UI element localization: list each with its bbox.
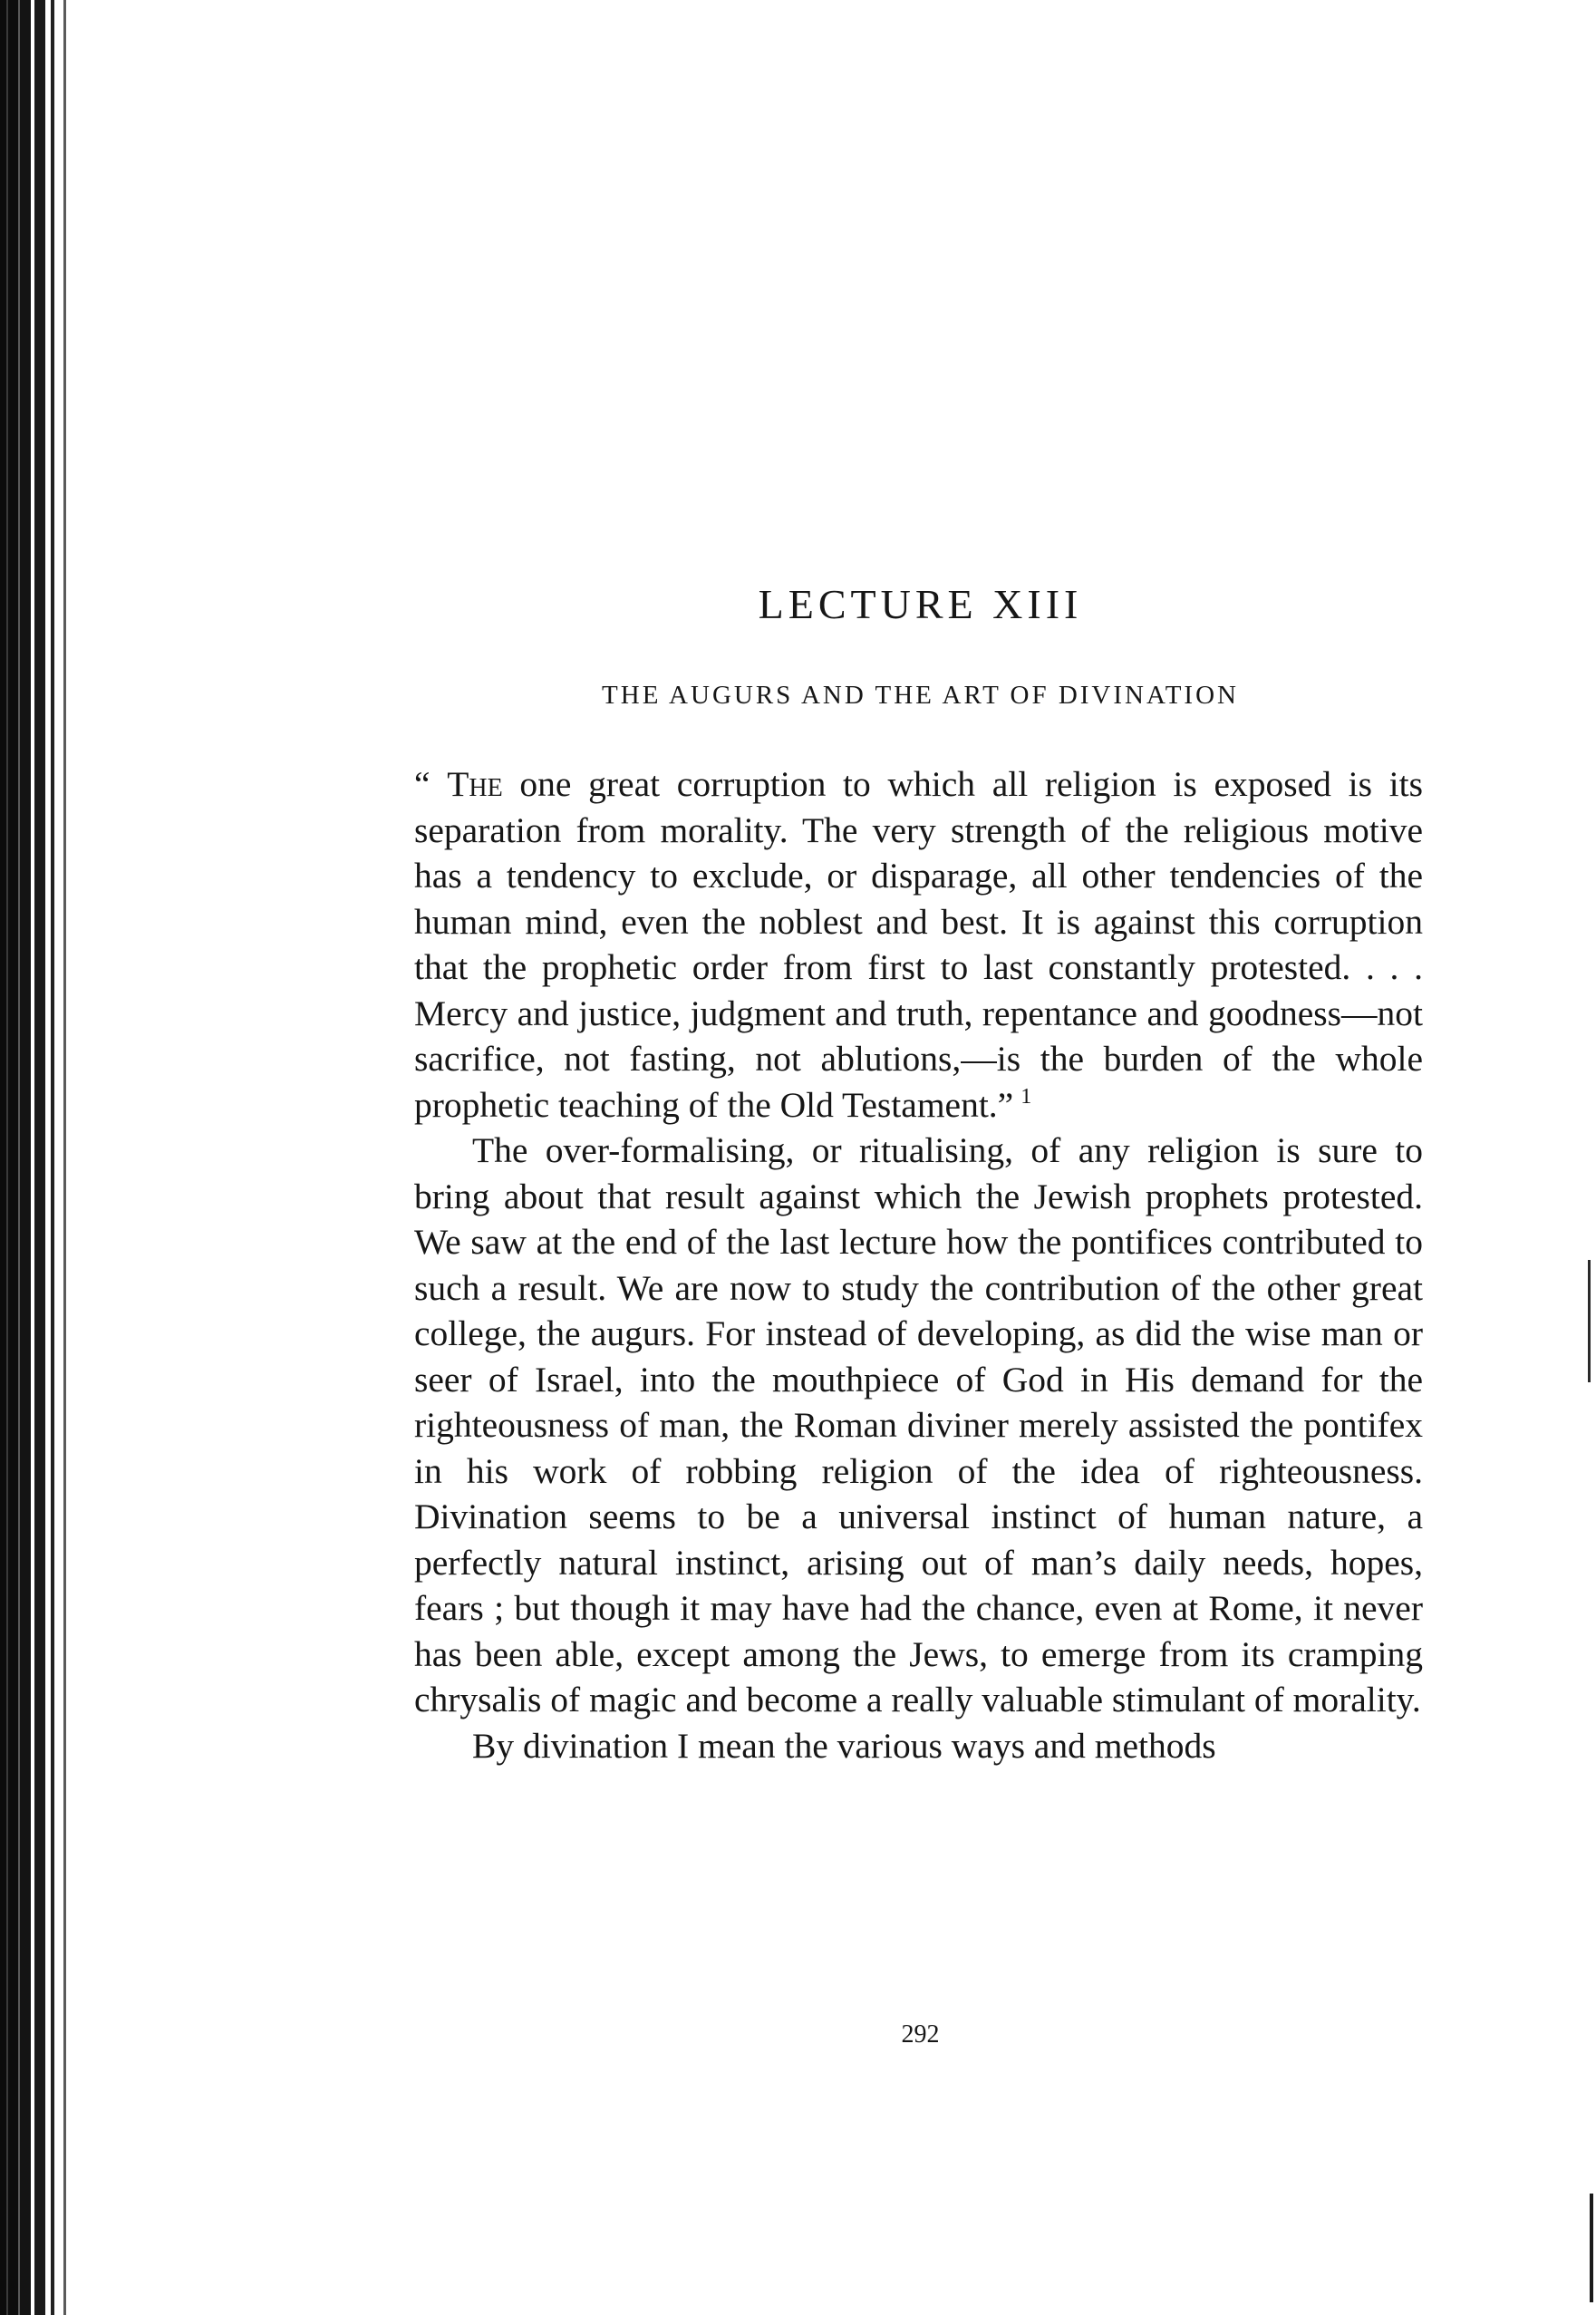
footnote-marker[interactable]: 1 xyxy=(1020,1085,1032,1109)
binding-shadow xyxy=(54,0,109,2315)
lecture-title: LECTURE XIII xyxy=(758,581,1083,627)
right-edge-mark xyxy=(1590,2194,1593,2302)
page-number: 292 xyxy=(901,2020,940,2049)
open-quote: “ xyxy=(414,764,430,804)
paragraph: The over-formalising, or ritualising, of any religion is sure to bring about that result against which the Jewish prophets protested. We saw at the end of the last lecture how the pontifices contributed to such a result. We are now to study the contribution of the other great college, the augurs. For instead of developing, as did the wise man or seer of Israel, into the mouthpiece of God in His demand for the righteousness of man, the Roman diviner merely assisted the pontifex in his work of robbing religion of the idea of righteousness. Divination seems to be a universal instinct of human nature, a perfectly natural instinct, arising out of man’s daily needs, hopes, fears ; but though it may have had the chance, even at Rome, it never has been able, except among the Jews, to emerge from its cramping chrysalis of magic and become a really valuable stimulant of morality. xyxy=(414,1130,1423,1719)
lead-word: The xyxy=(447,764,503,804)
right-edge-mark xyxy=(1588,1260,1591,1382)
paragraph: By divination I mean the various ways and methods xyxy=(472,1725,1216,1766)
paragraph-text: one great corruption to which all religion is exposed is its separation from morality. The very strength of the religious motive has a tendency to exclude, or disparage, all other tendencies of the human mind, even the noblest and best. It is against this corruption that the prophetic order from first to last constantly protested. . . . Mercy and justice, judgment and truth, repentance and goodness—not sacrifice, not fasting, not ablutions,—is the burden of the whole prophetic teaching of the Old Testament.” xyxy=(414,764,1423,1125)
lecture-subtitle: THE AUGURS AND THE ART OF DIVINATION xyxy=(602,681,1239,710)
body-text xyxy=(414,761,1423,1768)
paragraph-quote xyxy=(414,761,1423,1128)
